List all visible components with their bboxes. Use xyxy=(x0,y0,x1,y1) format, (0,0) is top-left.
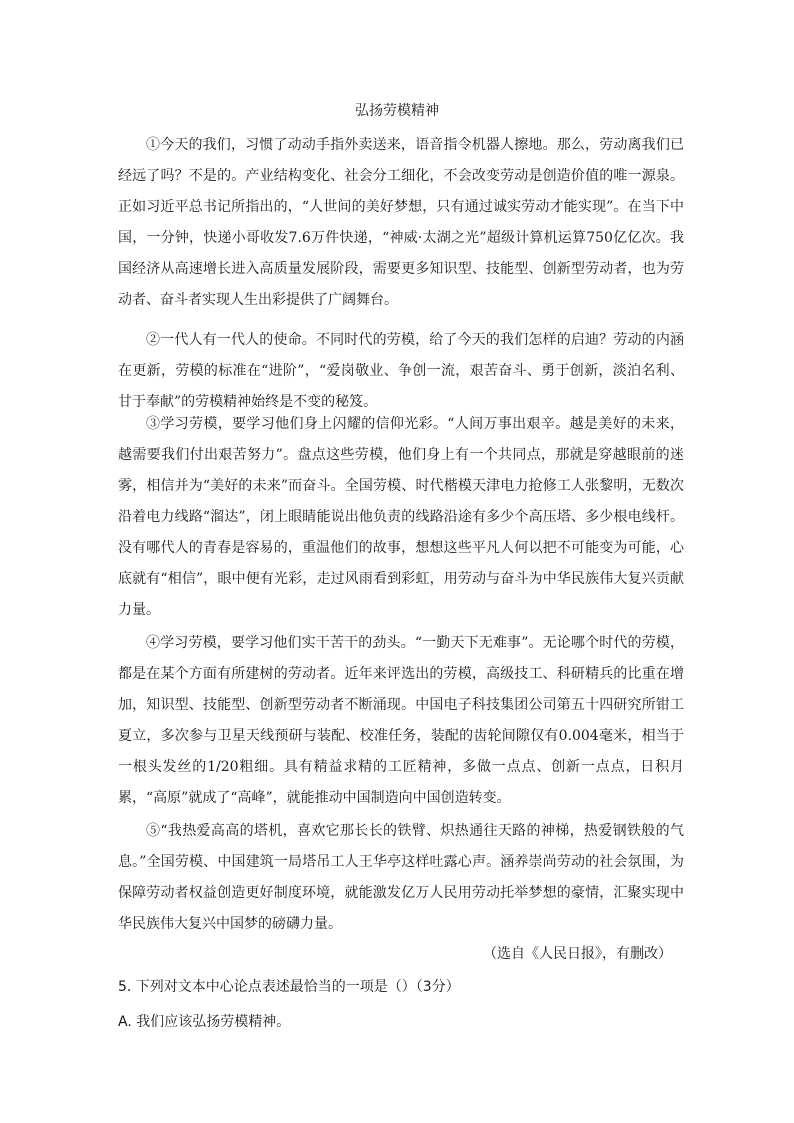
article-title: 弘扬劳模精神 xyxy=(355,103,439,119)
paragraph-2: ②一代人有一代人的使命。不同时代的劳模，给了今天的我们怎样的启迪？劳动的内涵在更新，劳模的标准在“进阶”，“爱岗敬业、争创一流，艰苦奋斗、勇于创新，淡泊名利、甘于奉献”的劳模精神始终是不变的秘笈。 xyxy=(118,332,684,410)
question-5: 5. 下列对文本中心论点表述最恰当的一项是（）（3分） xyxy=(118,979,460,995)
paragraph-1: ①今天的我们，习惯了动动手指外卖送来，语音指令机器人擦地。那么，劳动离我们已经远了吗？不是的。产业结构变化、社会分工细化，不会改变劳动是创造价值的唯一源泉。正如习近平总书记所指出的，“人世间的美好梦想，只有通过诚实劳动才能实现”。在当下中国，一分钟，快递小哥收发7.6万件快递，“神威·太湖之光”超级计算机运算750亿亿次。我国经济从高速增长进入高质量发展阶段，需要更多知识型、技能型、创新型劳动者，也为劳动者、奋斗者实现人生出彩提供了广阔舞台。 xyxy=(118,137,684,308)
option-a: A. 我们应该弘扬劳模精神。 xyxy=(118,1014,291,1030)
paragraph-3: ③学习劳模，要学习他们身上闪耀的信仰光彩。“人间万事出艰辛。越是美好的未来，越需要我们付出艰苦努力”。盘点这些劳模，他们身上有一个共同点，那就是穿越眼前的迷雾，相信并为“美好的未来”而奋斗。全国劳模、时代楷模天津电力抢修工人张黎明，无数次沿着电力线路“溜达”，闭上眼睛能说出他负责的线路沿途有多少个高压塔、多少根电线杆。没有哪代人的青春是容易的，重温他们的故事，想想这些平凡人何以把不可能变为可能，心底就有“相信”，眼中便有光彩，走过风雨看到彩虹，用劳动与奋斗为中华民族伟大复兴贡献力量。 xyxy=(118,416,684,618)
paragraph-4: ④学习劳模，要学习他们实干苦干的劲头。“一勤天下无难事”。无论哪个时代的劳模，都是在某个方面有所建树的劳动者。近年来评选出的劳模，高级技工、科研精兵的比重在增加，知识型、技能型、创新型劳动者不断涌现。中国电子科技集团公司第五十四研究所钳工夏立，多次参与卫星天线预研与装配、校准任务，装配的齿轮间隙仅有0.004毫米，相当于一根头发丝的1/20粗细。具有精益求精的工匠精神，多做一点点、创新一点点，日积月累，“高原”就成了“高峰”，就能推动中国制造向中国创造转变。 xyxy=(118,635,684,806)
paragraph-5: ⑤“我热爱高高的塔机，喜欢它那长长的铁臂、炽热通往天路的神梯，热爱钢铁般的气息。”全国劳模、中国建筑一局塔吊工人王华亭这样吐露心声。涵养崇尚劳动的社会氛围，为保障劳动者权益创造更好制度环境，就能激发亿万人民用劳动托举梦想的豪情，汇聚实现中华民族伟大复兴中国梦的磅礴力量。 xyxy=(118,823,684,932)
source-citation: （选自《人民日报》，有删改） xyxy=(483,946,672,962)
